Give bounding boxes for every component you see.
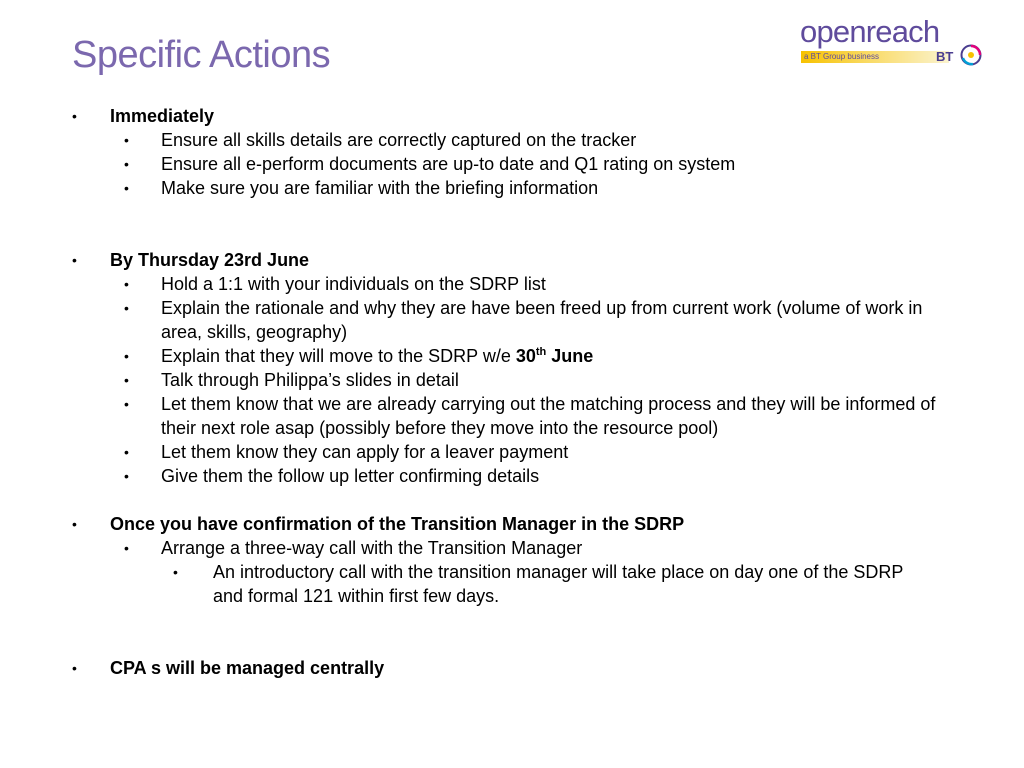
item-text: Let them know they can apply for a leaver payment [161, 442, 569, 462]
list-item [0, 392, 1024, 440]
bullet: • [124, 468, 129, 484]
section-heading [0, 512, 1024, 536]
heading-text: Immediately [110, 106, 215, 126]
bt-globe-icon [960, 44, 982, 66]
list-item [0, 440, 1024, 464]
item-text: An introductory call with the transition manager will take place on day one of the SDRP and formal 121 within first few days. [213, 562, 904, 606]
section-heading [0, 656, 1024, 680]
item-text-prefix: Explain that they will move to the SDRP w/e [161, 346, 516, 366]
bullet: • [124, 300, 129, 316]
bullet: • [72, 516, 77, 532]
bullet: • [72, 660, 77, 676]
item-text: Let them know that we are already carrying out the matching process and they will be informed of their next role asap (possibly before they move into the resource pool) [161, 394, 936, 438]
bullet: • [124, 348, 129, 364]
bullet: • [124, 156, 129, 172]
item-text: Make sure you are familiar with the briefing information [161, 178, 599, 198]
move-date-ordinal: th [535, 346, 547, 358]
list-item [0, 536, 1024, 560]
bullet: • [124, 396, 129, 412]
slide-title: Specific Actions [72, 34, 331, 76]
move-date-day: 30 [515, 346, 536, 366]
bullet: • [124, 276, 129, 292]
move-date [516, 346, 593, 366]
item-text: Talk through Philippa’s slides in detail [161, 370, 459, 390]
list-item [0, 128, 1024, 152]
list-item [0, 296, 1024, 344]
bullet: • [124, 444, 129, 460]
heading-text: Once you have confirmation of the Transition Manager in the SDRP [110, 514, 685, 534]
item-text [161, 344, 951, 368]
bullet: • [124, 372, 129, 388]
heading-text: CPA s will be managed centrally [110, 658, 385, 678]
item-text: Ensure all skills details are correctly captured on the tracker [161, 130, 637, 150]
bullet: • [72, 108, 77, 124]
bullet: • [124, 180, 129, 196]
item-text: Arrange a three-way call with the Transition Manager [161, 538, 583, 558]
move-date-month: June [546, 346, 594, 366]
logo-wordmark: openreach [800, 14, 940, 49]
section-heading [0, 104, 1024, 128]
list-item [0, 152, 1024, 176]
bullet: • [173, 564, 178, 580]
list-item [0, 368, 1024, 392]
bullet: • [124, 540, 129, 556]
section-heading [0, 248, 1024, 272]
bullet: • [124, 132, 129, 148]
list-item [0, 344, 1024, 368]
sub-list-item [0, 560, 1024, 608]
logo-tagline: a BT Group business [804, 52, 880, 61]
slide-body [0, 104, 1024, 680]
item-text: Explain the rationale and why they are have been freed up from current work (volume of work in area, skills, geography) [161, 298, 923, 342]
list-item [0, 272, 1024, 296]
bullet: • [72, 252, 77, 268]
item-text: Give them the follow up letter confirming details [161, 466, 540, 486]
openreach-logo [800, 14, 990, 74]
list-item [0, 176, 1024, 200]
item-text: Ensure all e-perform documents are up-to date and Q1 rating on system [161, 154, 736, 174]
item-text: Hold a 1:1 with your individuals on the SDRP list [161, 274, 546, 294]
heading-text: By Thursday 23rd June [110, 250, 310, 270]
list-item [0, 464, 1024, 488]
bt-wordmark: BT [936, 49, 954, 64]
